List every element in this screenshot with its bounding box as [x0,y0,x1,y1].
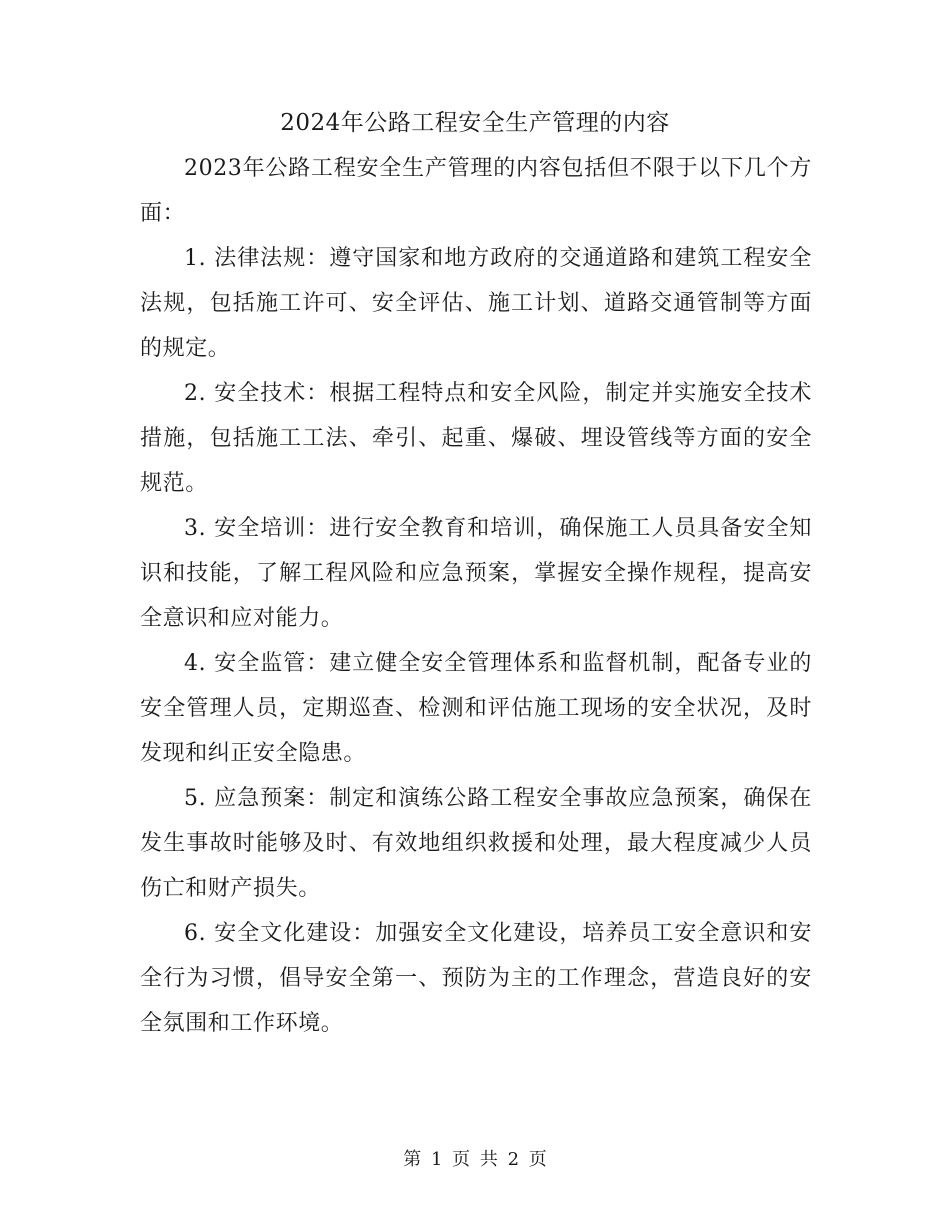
item-safety-culture: 6. 安全文化建设：加强安全文化建设，培养员工安全意识和安全行为习惯，倡导安全第一、预防为主的工作理念，营造良好的安全氛围和工作环境。 [140,921,812,1036]
item-emergency-plan: 5. 应急预案：制定和演练公路工程安全事故应急预案，确保在发生事故时能够及时、有效地组织救援和处理，最大程度减少人员伤亡和财产损失。 [140,786,812,901]
item-laws-regulations: 1. 法律法规：遵守国家和地方政府的交通道路和建筑工程安全法规，包括施工许可、安全评估、施工计划、道路交通管制等方面的规定。 [140,246,812,361]
item-safety-training: 3. 安全培训：进行安全教育和培训，确保施工人员具备安全知识和技能，了解工程风险和应急预案，掌握安全操作规程，提高安全意识和应对能力。 [140,516,812,631]
item-safety-supervision: 4. 安全监管：建立健全安全管理体系和监督机制，配备专业的安全管理人员，定期巡查、检测和评估施工现场的安全状况，及时发现和纠正安全隐患。 [140,651,812,766]
document-body [140,146,812,1046]
document-title: 2024年公路工程安全生产管理的内容 [280,110,670,136]
intro-paragraph: 2023年公路工程安全生产管理的内容包括但不限于以下几个方面： [140,156,812,226]
page-number-footer: 第 1 页 共 2 页 [403,1149,547,1170]
item-safety-technology: 2. 安全技术：根据工程特点和安全风险，制定并实施安全技术措施，包括施工工法、牵引、起重、爆破、埋设管线等方面的安全规范。 [140,381,812,496]
